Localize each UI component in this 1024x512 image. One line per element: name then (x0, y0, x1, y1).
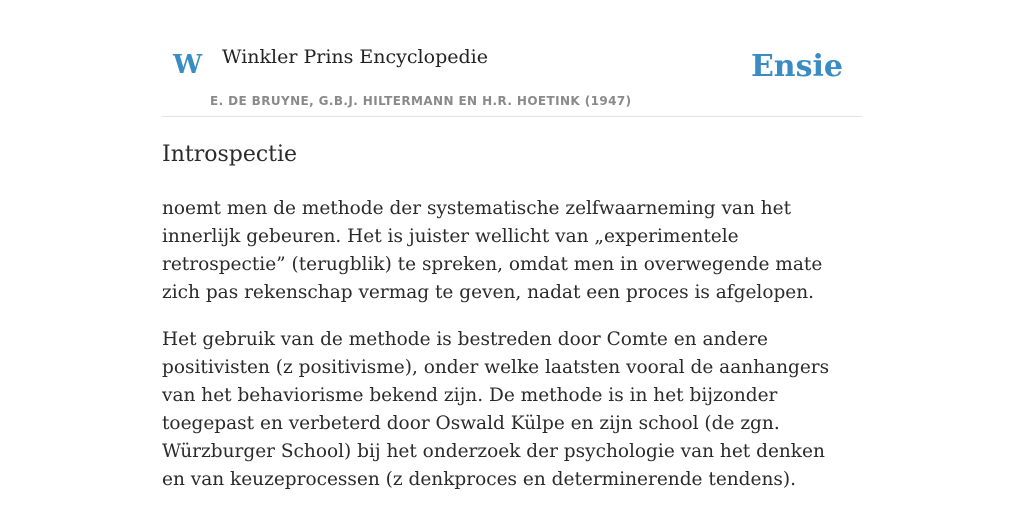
header (162, 0, 862, 117)
winkler-prins-logo[interactable]: W (173, 50, 203, 80)
article-paragraph: noemt men de methode der systematische zelfwaarneming van het innerlijk gebeuren. Het is juister wellicht van „experimentele retrospectie” (terugblik) te spreken, omdat men in overwegende mate zich pas rekenschap vermag te geven, nadat een proces is afgelopen. (162, 198, 823, 303)
source-authors: E. DE BRUYNE, G.B.J. HILTERMANN EN H.R. HOETINK (1947) (210, 94, 632, 108)
article-title: Introspectie (162, 142, 298, 167)
article (162, 139, 852, 512)
ensie-logo[interactable]: Ensie (750, 49, 843, 84)
article-paragraph: Het gebruik van de methode is bestreden door Comte en andere positivisten (z positivisme), onder welke laatsten vooral de aanhangers van het behaviorisme bekend zijn. De methode is in het bijzonder toegepast en verbeterd door Oswald Külpe en zijn school (de zgn. Würzburger School) bij het onderzoek der psychologie van het denken en van keuzeprocessen (z denkproces en determinerende tendens). (162, 329, 830, 490)
source-title[interactable]: Winkler Prins Encyclopedie (222, 46, 488, 68)
